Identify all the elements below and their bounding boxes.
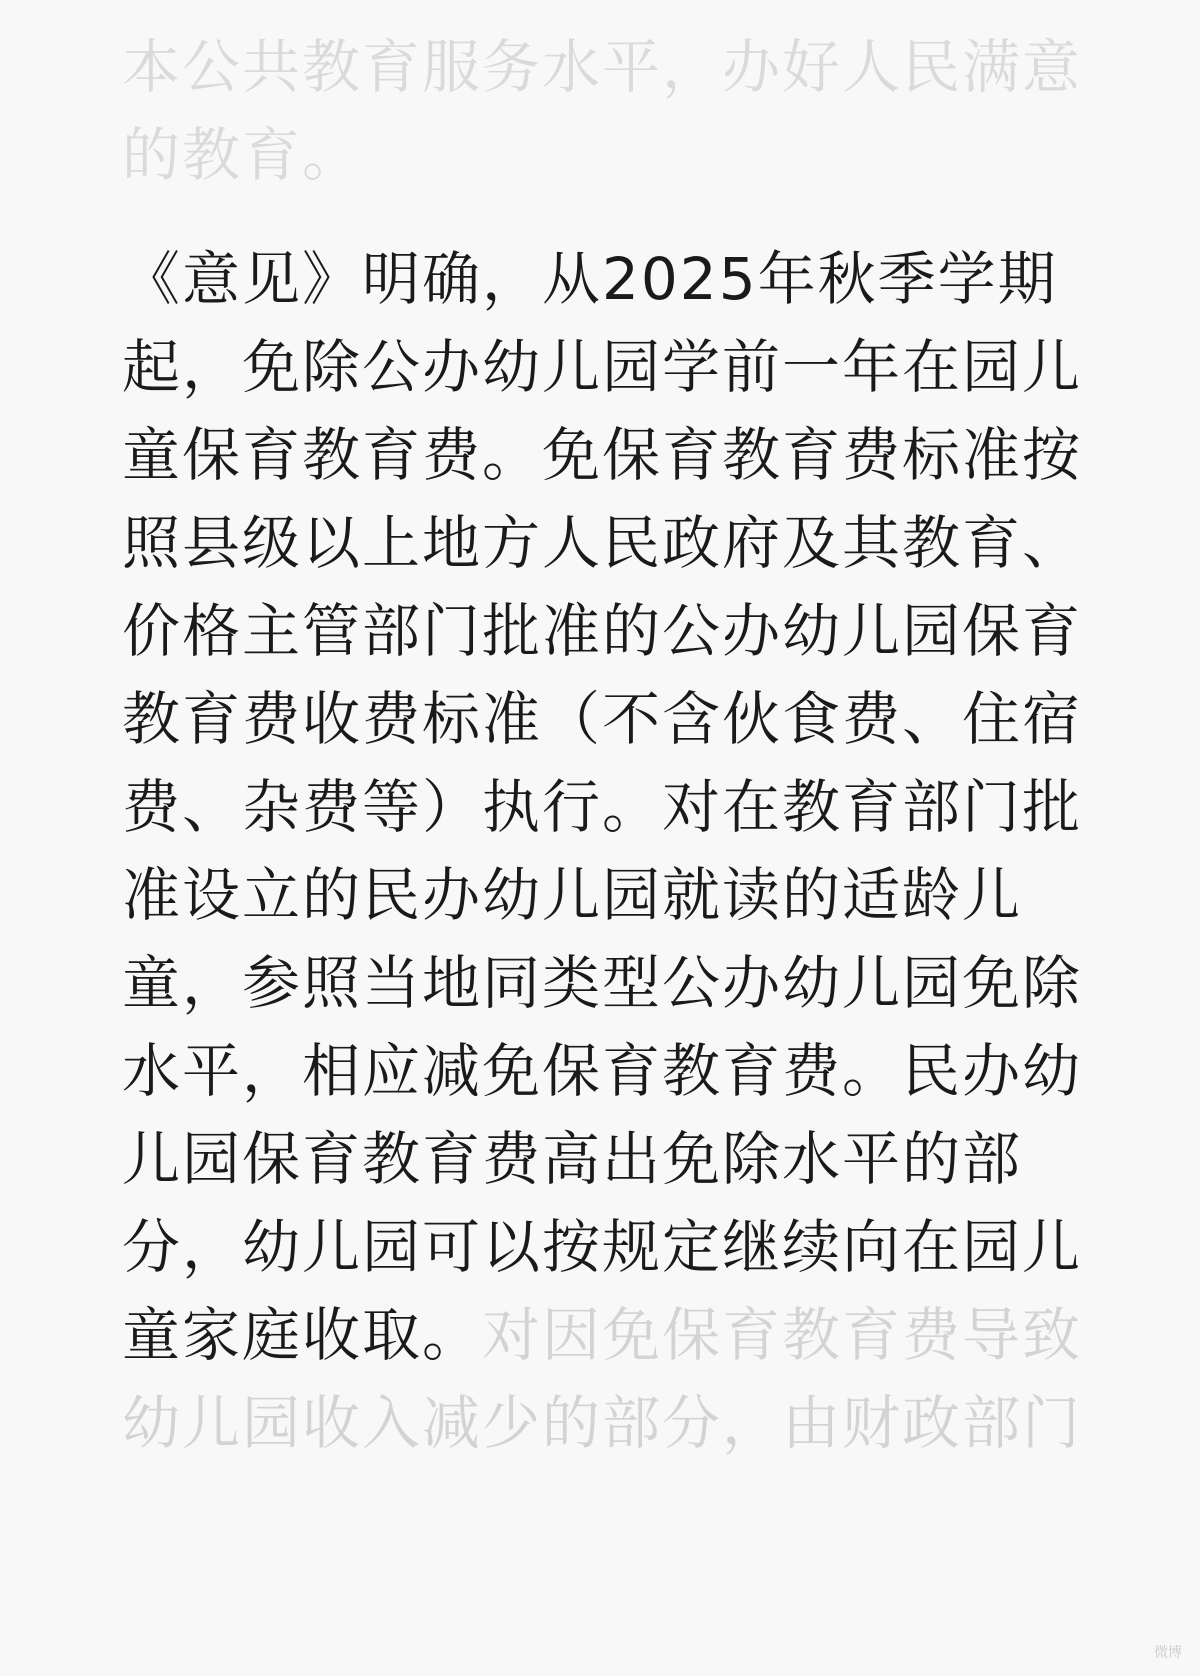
paragraph-line: 准设立的民办幼儿园就读的适龄儿 — [122, 861, 1023, 929]
faded-text-line: 本公共教育服务水平，办好人民满意 — [122, 33, 1083, 101]
paragraph-text-faded: 对因免保育教育费导致 — [482, 1301, 1083, 1369]
paragraph-line: 分，幼儿园可以按规定继续向在园儿 — [122, 1213, 1083, 1281]
paragraph-line: 《意见》明确，从2025年秋季学期 — [122, 245, 1058, 313]
paragraph-line: 价格主管部门批准的公办幼儿园保育 — [122, 597, 1083, 665]
paragraph-line: 水平，相应减免保育教育费。民办幼 — [122, 1037, 1083, 1105]
paragraph-line-mixed — [122, 1288, 1082, 1382]
paragraph-line: 费、杂费等）执行。对在教育部门批 — [122, 773, 1083, 841]
paragraph-line: 儿园保育教育费高出免除水平的部 — [122, 1125, 1023, 1193]
faded-text-line: 的教育。 — [122, 121, 363, 189]
paragraph-text-dark: 童家庭收取。 — [122, 1301, 483, 1369]
watermark: 微博 — [1154, 1645, 1182, 1661]
faded-text-line: 幼儿园收入减少的部分，由财政部门 — [122, 1389, 1083, 1457]
paragraph-line: 教育费收费标准（不含伙食费、住宿 — [122, 685, 1083, 753]
paragraph-line: 童，参照当地同类型公办幼儿园免除 — [122, 949, 1083, 1017]
paragraph-line: 童保育教育费。免保育教育费标准按 — [122, 421, 1083, 489]
paragraph-line: 照县级以上地方人民政府及其教育、 — [122, 509, 1083, 577]
paragraph-line: 起，免除公办幼儿园学前一年在园儿 — [122, 333, 1083, 401]
